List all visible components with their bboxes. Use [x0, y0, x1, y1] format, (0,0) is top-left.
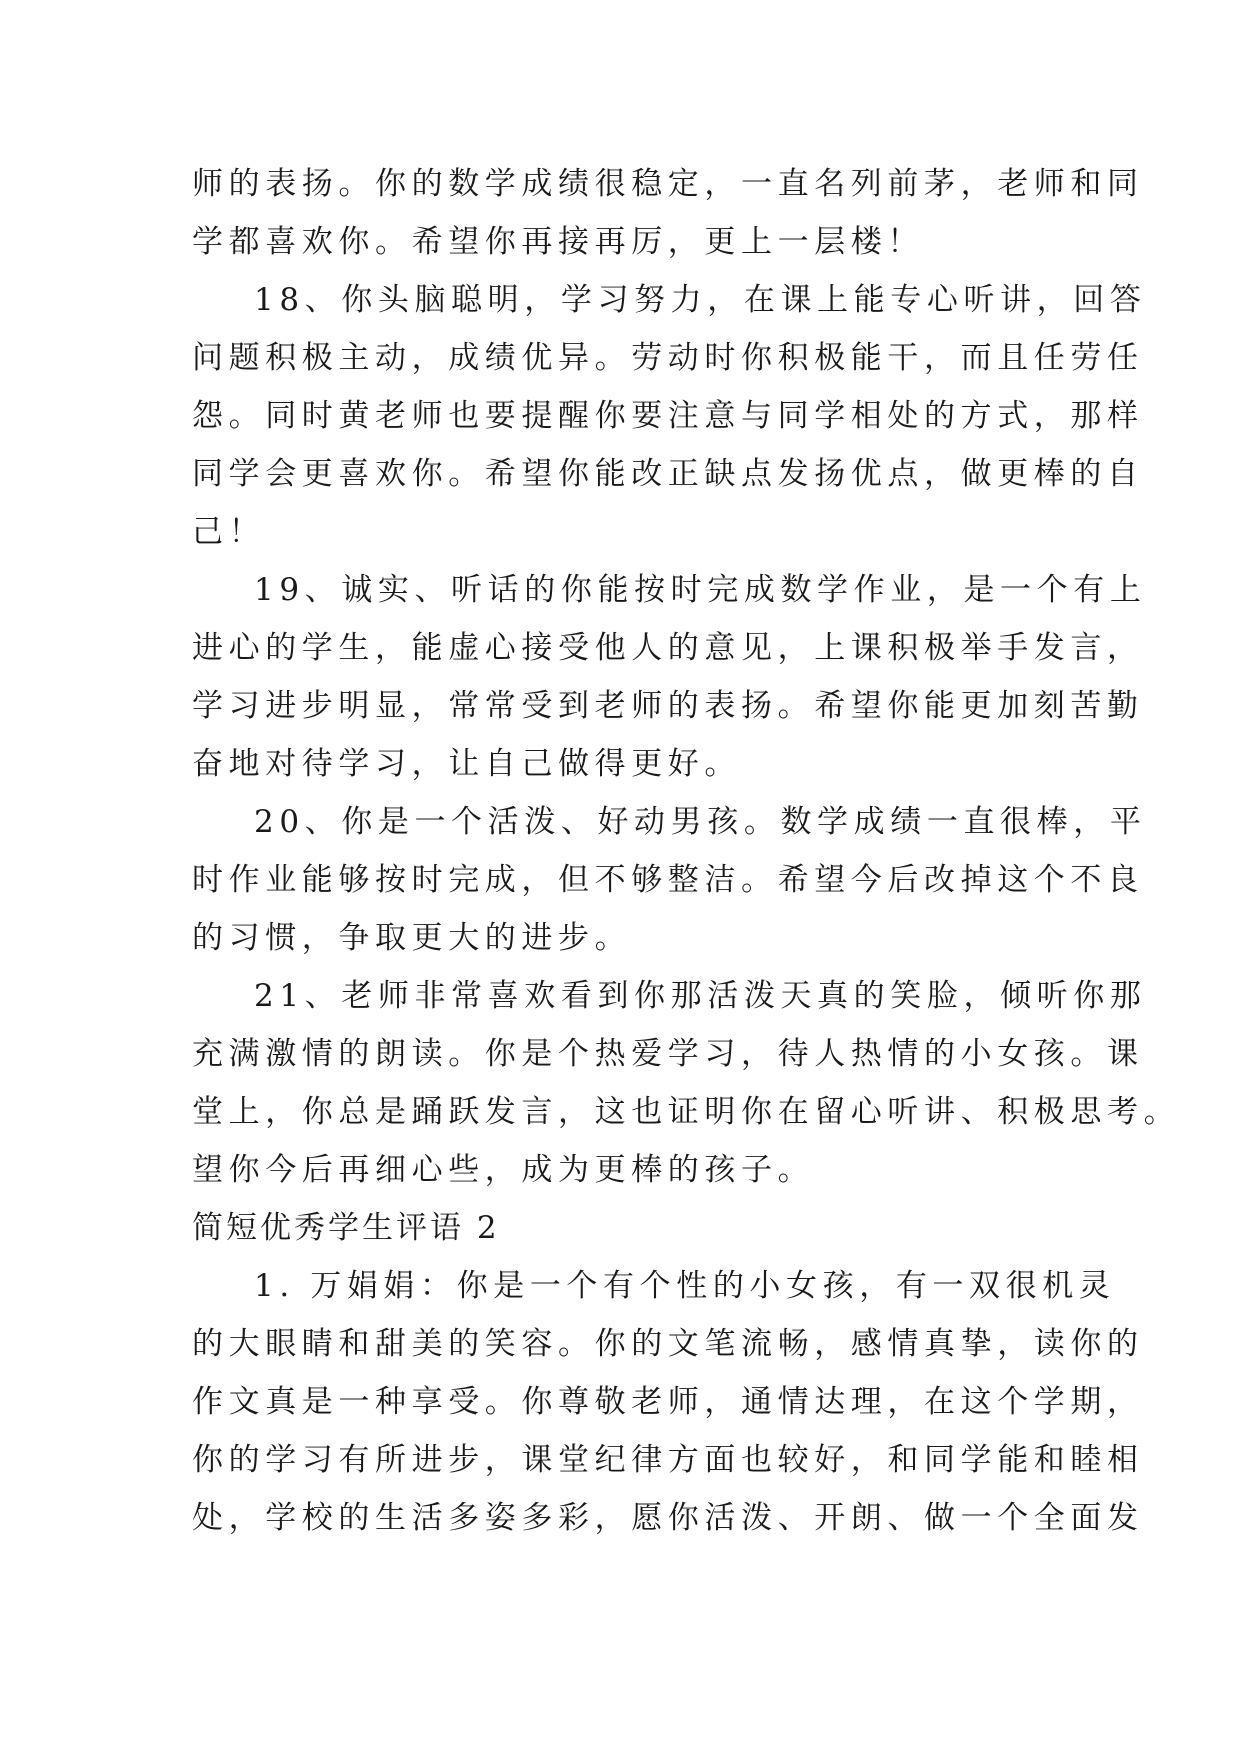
paragraph-start-1: 1. 万娟娟：你是一个有个性的小女孩，有一双很机灵: [254, 1268, 1116, 1304]
text-line: 进心的学生，能虚心接受他人的意见，上课积极举手发言，: [192, 630, 1144, 666]
text-line: 时作业能够按时完成，但不够整洁。希望今后改掉这个不良: [192, 862, 1144, 898]
text-line: 充满激情的朗读。你是个热爱学习，待人热情的小女孩。课: [192, 1036, 1144, 1072]
text-line: 处，学校的生活多姿多彩，愿你活泼、开朗、做一个全面发: [192, 1500, 1144, 1536]
paragraph-start-20: 20、你是一个活泼、好动男孩。数学成绩一直很棒，平: [254, 804, 1147, 840]
paragraph-start-21: 21、老师非常喜欢看到你那活泼天真的笑脸，倾听你那: [254, 978, 1147, 1014]
text-line: 怨。同时黄老师也要提醒你要注意与同学相处的方式，那样: [192, 398, 1144, 434]
paragraph-start-18: 18、你头脑聪明，学习努力，在课上能专心听讲，回答: [254, 282, 1147, 318]
text-line: 学习进步明显，常常受到老师的表扬。希望你能更加刻苦勤: [192, 688, 1144, 724]
text-line: 己！: [192, 514, 266, 550]
text-line: 学都喜欢你。希望你再接再厉，更上一层楼！: [192, 224, 924, 260]
text-line: 奋地对待学习，让自己做得更好。: [192, 746, 741, 782]
text-line: 师的表扬。你的数学成绩很稳定，一直名列前茅，老师和同: [192, 166, 1144, 202]
text-line: 堂上，你总是踊跃发言，这也证明你在留心听讲、积极思考。: [192, 1094, 1181, 1130]
paragraph-start-19: 19、诚实、听话的你能按时完成数学作业，是一个有上: [254, 572, 1147, 608]
text-line: 的大眼睛和甜美的笑容。你的文笔流畅，感情真挚，读你的: [192, 1326, 1144, 1362]
text-line: 问题积极主动，成绩优异。劳动时你积极能干，而且任劳任: [192, 340, 1144, 376]
text-line: 望你今后再细心些，成为更棒的孩子。: [192, 1152, 815, 1188]
text-line: 你的学习有所进步，课堂纪律方面也较好，和同学能和睦相: [192, 1442, 1144, 1478]
text-line: 作文真是一种享受。你尊敬老师，通情达理，在这个学期，: [192, 1384, 1144, 1420]
section-heading: 简短优秀学生评语 2: [192, 1210, 500, 1246]
text-line: 的习惯，争取更大的进步。: [192, 920, 632, 956]
text-line: 同学会更喜欢你。希望你能改正缺点发扬优点，做更棒的自: [192, 456, 1144, 492]
